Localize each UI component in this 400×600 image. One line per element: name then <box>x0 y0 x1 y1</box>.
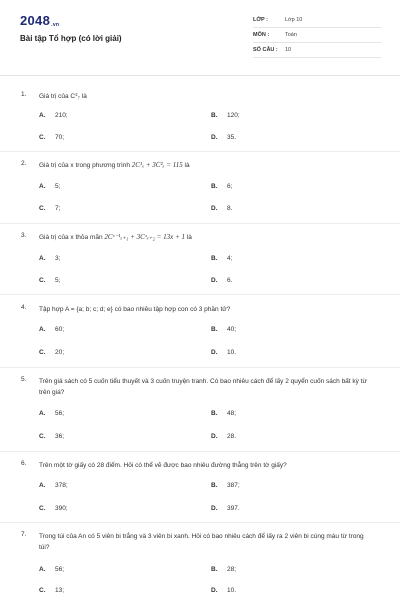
meta-value: 10 <box>285 47 292 53</box>
meta-row-count <box>253 43 381 58</box>
option-d[interactable]: D. 35. <box>211 134 237 141</box>
question-number: 4. <box>21 304 27 311</box>
document-title: Bài tập Tổ hợp (có lời giải) <box>20 34 122 43</box>
question-text: Giá trị của x thỏa mãn 2Cˣ⁻¹ₓ₊₁ + 3Cˣₓ₊₂ = 13x + 1 là <box>39 233 192 241</box>
page-header <box>0 0 400 82</box>
question-text: Trong túi của An có 5 viên bi trắng và 3 viên bi xanh. Hỏi có bao nhiêu cách để lấy ra 2 viên bi cùng màu từ trong túi? <box>39 533 364 551</box>
option-d[interactable]: D. 8. <box>211 205 233 212</box>
option-b[interactable]: B. 28; <box>211 566 237 573</box>
option-c[interactable]: C. 7; <box>39 205 61 212</box>
option-b[interactable]: B. 40; <box>211 326 237 333</box>
question-separator <box>0 223 400 224</box>
meta-value: Lớp 10 <box>285 17 303 23</box>
logo-main: 2048 <box>20 13 51 28</box>
option-c[interactable]: C. 20; <box>39 349 65 356</box>
header-divider <box>0 75 400 76</box>
option-a[interactable]: A. 378; <box>39 482 68 489</box>
option-d[interactable]: D. 6. <box>211 277 233 284</box>
option-c[interactable]: C. 13; <box>39 587 65 594</box>
option-b[interactable]: B. 387; <box>211 482 240 489</box>
option-b[interactable]: B. 6; <box>211 183 233 190</box>
option-c[interactable]: C. 70; <box>39 134 65 141</box>
option-d[interactable]: D. 28. <box>211 433 237 440</box>
meta-key: LỚP : <box>253 17 268 23</box>
option-a[interactable]: A. 5; <box>39 183 61 190</box>
option-b[interactable]: B. 4; <box>211 255 233 262</box>
meta-value: Toán <box>285 32 297 38</box>
option-d[interactable]: D. 10. <box>211 587 237 594</box>
option-a[interactable]: A. 56; <box>39 410 65 417</box>
question-separator <box>0 451 400 452</box>
meta-key: SỐ CÂU : <box>253 47 278 53</box>
option-a[interactable]: A. 3; <box>39 255 61 262</box>
question-number: 2. <box>21 160 27 167</box>
question-text: Trên giá sách có 5 cuốn tiểu thuyết và 3 cuốn truyện tranh. Có bao nhiêu cách để lấy 2 quyển cuốn sách bất kỳ từ trên giá? <box>39 378 367 396</box>
question-separator <box>0 367 400 368</box>
meta-row-class <box>253 13 381 28</box>
option-a[interactable]: A. 56; <box>39 566 65 573</box>
logo-suffix: .vn <box>51 22 60 28</box>
question-text: Tập hợp A = {a; b; c; d; e} có bao nhiêu tập hợp con có 3 phần tử? <box>39 306 231 313</box>
option-b[interactable]: B. 120; <box>211 112 240 119</box>
question-separator <box>0 522 400 523</box>
question-number: 6. <box>21 460 27 467</box>
option-c[interactable]: C. 36; <box>39 433 65 440</box>
question-text: Giá trị của C⁵₇ là <box>39 92 87 100</box>
question-text: Trên một tờ giấy có 28 điểm. Hỏi có thể vẽ được bao nhiêu đường thẳng trên tờ giấy? <box>39 462 287 469</box>
site-logo[interactable] <box>20 13 59 28</box>
question-math: 2C¹ₓ + 3C²ₓ = 115 <box>131 161 183 169</box>
option-b[interactable]: B. 48; <box>211 410 237 417</box>
question-separator <box>0 151 400 152</box>
meta-key: MÔN : <box>253 32 270 38</box>
question-number: 3. <box>21 232 27 239</box>
option-c[interactable]: C. 390; <box>39 505 68 512</box>
question-number: 1. <box>21 91 27 98</box>
option-c[interactable]: C. 5; <box>39 277 61 284</box>
option-a[interactable]: A. 60; <box>39 326 65 333</box>
meta-row-subject <box>253 28 381 43</box>
question-math: 2Cˣ⁻¹ₓ₊₁ + 3Cˣₓ₊₂ = 13x + 1 <box>104 233 185 241</box>
option-d[interactable]: D. 10. <box>211 349 237 356</box>
question-number: 7. <box>21 531 27 538</box>
question-number: 5. <box>21 376 27 383</box>
option-a[interactable]: A. 210; <box>39 112 68 119</box>
option-d[interactable]: D. 397. <box>211 505 240 512</box>
question-separator <box>0 294 400 295</box>
question-text: Giá trị của x trong phương trình 2C¹ₓ + 3C²ₓ = 115 là <box>39 161 190 169</box>
question-math: ⁵₇ <box>75 92 80 100</box>
